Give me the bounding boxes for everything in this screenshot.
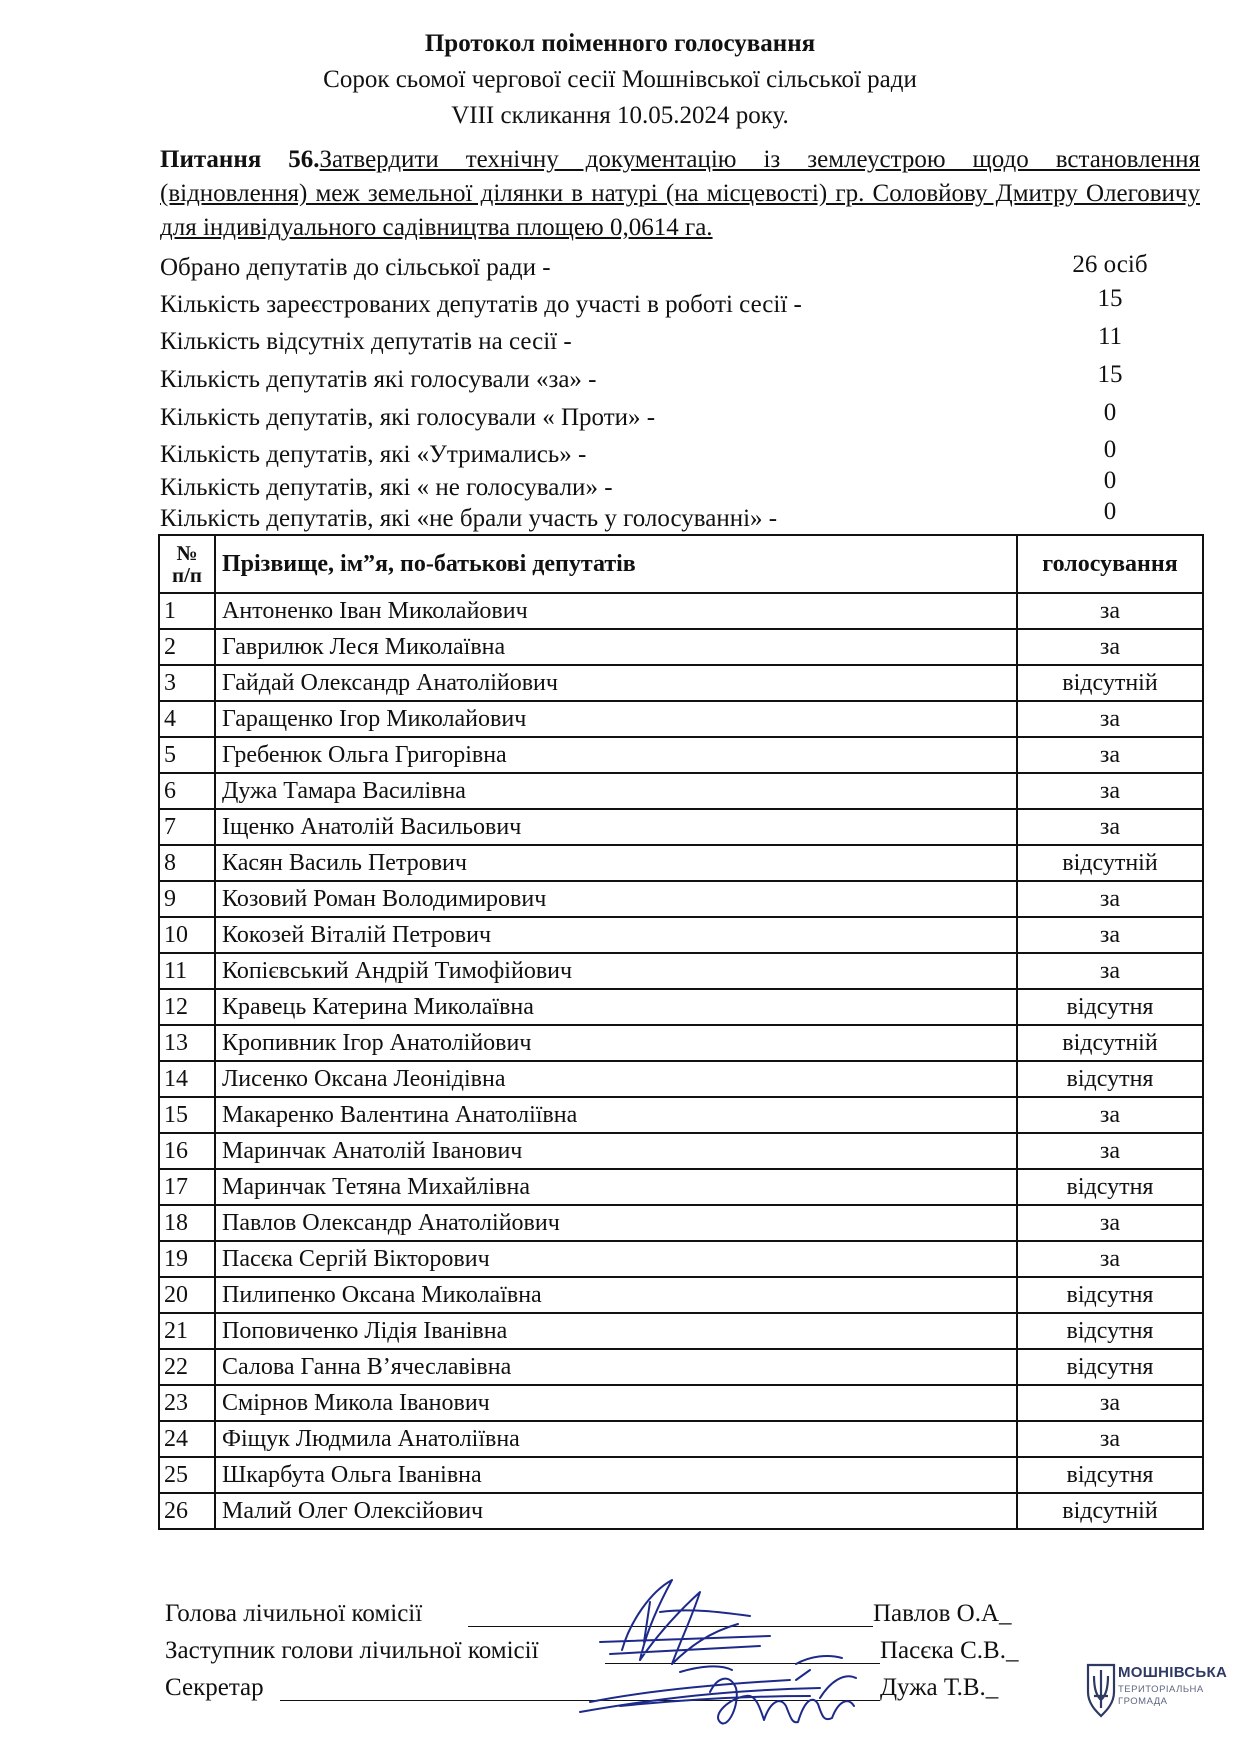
table-row [159,737,1203,773]
stat-label-registered: Кількість зареєстрованих депутатів до участі в роботі сесії - [160,291,802,318]
table-row [159,701,1203,737]
row-number: 10 [159,917,215,953]
vote-result: відсутній [1017,665,1203,701]
sign-name-chair: Павлов О.А_ [873,1600,1012,1627]
deputy-name: Козовий Роман Володимирович [215,881,1017,917]
logo-subtitle-1: ТЕРИТОРІАЛЬНА [1118,1684,1204,1695]
row-number: 21 [159,1313,215,1349]
stat-value-registered: 15 [1097,285,1123,312]
deputy-name: Гребенюк Ольга Григорівна [215,737,1017,773]
table-row [159,593,1203,629]
stat-label-against: Кількість депутатів, які голосували « Проти» - [160,404,656,431]
vote-result: за [1017,737,1203,773]
vote-result: за [1017,809,1203,845]
row-number: 5 [159,737,215,773]
table-row [159,1421,1203,1457]
deputy-name: Антоненко Іван Миколайович [215,593,1017,629]
vote-result: відсутня [1017,1349,1203,1385]
row-number: 13 [159,1025,215,1061]
logo-subtitle-2: ГРОМАДА [1118,1696,1168,1707]
table-row [159,773,1203,809]
vote-result: відсутня [1017,1457,1203,1493]
deputy-name: Пилипенко Оксана Миколаївна [215,1277,1017,1313]
vote-result: відсутня [1017,1313,1203,1349]
table-row [159,629,1203,665]
row-number: 19 [159,1241,215,1277]
stat-value-not-voted: 0 [1103,467,1117,494]
stat-label-not-voted: Кількість депутатів, які « не голосували» - [160,474,613,501]
deputy-name: Лисенко Оксана Леонідівна [215,1061,1017,1097]
row-number: 3 [159,665,215,701]
stat-label-absent: Кількість відсутніх депутатів на сесії - [160,328,572,355]
vote-result: за [1017,1097,1203,1133]
stat-label-abstained: Кількість депутатів, які «Утримались» - [160,441,587,468]
table-row [159,1385,1203,1421]
table-row [159,1025,1203,1061]
deputy-name: Маринчак Тетяна Михайлівна [215,1169,1017,1205]
table-row [159,1313,1203,1349]
vote-result: за [1017,773,1203,809]
deputy-name: Смірнов Микола Іванович [215,1385,1017,1421]
vote-result: за [1017,629,1203,665]
table-row [159,953,1203,989]
vote-result: за [1017,1133,1203,1169]
row-number: 22 [159,1349,215,1385]
row-number: 17 [159,1169,215,1205]
row-number: 23 [159,1385,215,1421]
deputy-name: Касян Василь Петрович [215,845,1017,881]
sign-role-secretary: Секретар [165,1674,264,1701]
deputy-name: Маринчак Анатолій Іванович [215,1133,1017,1169]
table-row [159,917,1203,953]
deputy-name: Павлов Олександр Анатолійович [215,1205,1017,1241]
table-row [159,1241,1203,1277]
handwritten-signatures [560,1572,940,1742]
stat-value-not-participated: 0 [1103,498,1117,525]
table-row [159,845,1203,881]
deputy-name: Кропивник Ігор Анатолійович [215,1025,1017,1061]
question-text: Затвердити технічну документацію із землеустрою щодо встановлення (відновлення) меж земельної ділянки в натурі (на місцевості) гр. Соловйову Дмитру Олеговичу для індивідуального садівництва площею 0,0614 га. [160,146,1200,241]
deputy-name: Дужа Тамара Василівна [215,773,1017,809]
sign-name-deputy: Пасєка С.В._ [880,1637,1019,1664]
agenda-question [160,143,1200,245]
vote-result: відсутня [1017,1061,1203,1097]
vote-result: за [1017,953,1203,989]
row-number: 2 [159,629,215,665]
logo-title: МОШНІВСЬКА [1118,1664,1228,1681]
deputy-name: Гайдай Олександр Анатолійович [215,665,1017,701]
vote-result: за [1017,1385,1203,1421]
row-number: 20 [159,1277,215,1313]
vote-result: відсутня [1017,989,1203,1025]
table-row [159,665,1203,701]
deputy-name: Копієвський Андрій Тимофійович [215,953,1017,989]
stat-value-abstained: 0 [1103,436,1117,463]
row-number: 11 [159,953,215,989]
roll-call-table [158,534,1204,1530]
header-vote: голосування [1017,535,1203,593]
table-row [159,1133,1203,1169]
sign-role-deputy: Заступник голови лічильної комісії [165,1637,539,1664]
stat-value-against: 0 [1103,399,1117,426]
table-row [159,1169,1203,1205]
document-title: Протокол поіменного голосування [424,30,816,57]
table-row [159,1277,1203,1313]
header-name: Прізвище, ім”я, по-батькові депутатів [215,535,1017,593]
deputy-name: Пасєка Сергій Вікторович [215,1241,1017,1277]
deputy-name: Гаращенко Ігор Миколайович [215,701,1017,737]
sign-name-secretary: Дужа Т.В._ [880,1674,999,1701]
table-row [159,809,1203,845]
vote-result: відсутня [1017,1277,1203,1313]
vote-result: за [1017,881,1203,917]
table-body [159,593,1203,1529]
row-number: 7 [159,809,215,845]
stat-label-elected: Обрано депутатів до сільської ради - [160,254,551,281]
row-number: 14 [159,1061,215,1097]
row-number: 12 [159,989,215,1025]
row-number: 15 [159,1097,215,1133]
vote-result: за [1017,593,1203,629]
row-number: 4 [159,701,215,737]
table-row [159,1097,1203,1133]
deputy-name: Малий Олег Олексійович [215,1493,1017,1529]
row-number: 24 [159,1421,215,1457]
row-number: 9 [159,881,215,917]
table-row [159,1061,1203,1097]
deputy-name: Салова Ганна В’ячеславівна [215,1349,1017,1385]
question-number: Питання 56. [160,146,320,173]
row-number: 25 [159,1457,215,1493]
vote-result: відсутній [1017,1493,1203,1529]
table-row [159,1349,1203,1385]
deputy-name: Кравець Катерина Миколаївна [215,989,1017,1025]
table-row [159,1493,1203,1529]
session-line: Сорок сьомої чергової сесії Мошнівської сільської ради [323,66,917,93]
row-number: 6 [159,773,215,809]
row-number: 8 [159,845,215,881]
stat-value-elected: 26 осіб [1072,251,1148,278]
vote-result: за [1017,917,1203,953]
deputy-name: Поповиченко Лідія Іванівна [215,1313,1017,1349]
stat-value-absent: 11 [1097,323,1123,350]
sign-role-chair: Голова лічильної комісії [165,1600,423,1627]
vote-result: відсутня [1017,1169,1203,1205]
row-number: 16 [159,1133,215,1169]
table-row [159,989,1203,1025]
deputy-name: Фіщук Людмила Анатоліївна [215,1421,1017,1457]
convocation-date-line: VIII скликання 10.05.2024 року. [451,102,789,129]
vote-result: за [1017,1205,1203,1241]
deputy-name: Іщенко Анатолій Васильович [215,809,1017,845]
header-number: № п/п [159,535,215,593]
vote-result: за [1017,701,1203,737]
vote-result: відсутній [1017,845,1203,881]
stat-value-for: 15 [1097,361,1123,388]
stat-label-not-participated: Кількість депутатів, які «не брали участь у голосуванні» - [160,505,778,532]
stat-label-for: Кількість депутатів які голосували «за» - [160,366,597,393]
row-number: 1 [159,593,215,629]
deputy-name: Кокозей Віталій Петрович [215,917,1017,953]
vote-result: за [1017,1241,1203,1277]
deputy-name: Гаврилюк Леся Миколаївна [215,629,1017,665]
deputy-name: Макаренко Валентина Анатоліївна [215,1097,1017,1133]
row-number: 18 [159,1205,215,1241]
table-row [159,881,1203,917]
table-row [159,1205,1203,1241]
row-number: 26 [159,1493,215,1529]
table-header-row [159,535,1203,593]
deputy-name: Шкарбута Ольга Іванівна [215,1457,1017,1493]
vote-result: за [1017,1421,1203,1457]
table-row [159,1457,1203,1493]
vote-result: відсутній [1017,1025,1203,1061]
